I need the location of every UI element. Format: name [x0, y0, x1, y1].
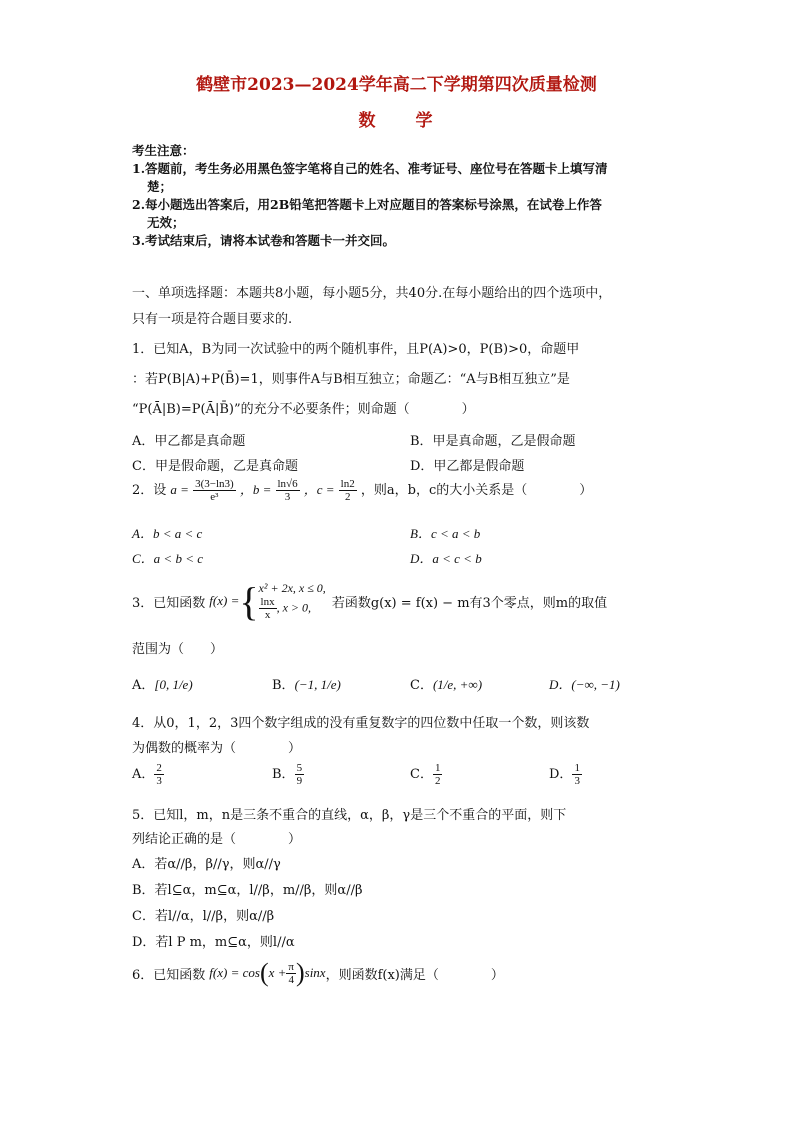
q5-option-b: B．若l⊆α，m⊆α，l//β，m//β，则α//β — [132, 883, 363, 898]
q4-option-a: A． $\frac{2}{3}$ — [132, 762, 162, 787]
notice-item-2: 2.每小题选出答案后，用2B铅笔把答题卡上对应题目的答案标号涂黑，在试卷上作答 — [132, 197, 602, 212]
q6-prefix: 6．已知函数 — [132, 967, 206, 983]
q4-a-fraction — [154, 762, 164, 787]
q3-option-b-label: B． — [272, 678, 295, 693]
q6-pi-den: 4 — [288, 973, 294, 986]
q3-function-lhs: f(x) = — [209, 593, 240, 608]
q2-option-b: B．c < a < b — [410, 526, 481, 541]
q2-a-lhs: a = — [170, 482, 189, 497]
q3-option-a — [132, 674, 193, 693]
q3-stem — [132, 572, 607, 630]
q5-option-d: D．若l P m，m⊆α，则l//α — [132, 935, 295, 950]
q3-option-a-label: A． — [132, 678, 155, 693]
q2-a-denominator: e³ — [210, 491, 219, 503]
notice-item-1-cont: 楚； — [147, 179, 173, 194]
q1-option-c: C．甲是假命题，乙是真命题 — [132, 459, 298, 474]
notice-item-1: 1.答题前，考生务必用黑色签字笔将自己的姓名、准考证号、座位号在答题卡上填写清 — [132, 161, 608, 176]
q6-expr-a: f(x) = cos — [209, 965, 260, 980]
q4-c-num: 1 — [434, 762, 441, 774]
q3-case-2-denominator: x — [264, 609, 271, 621]
q1-option-b: B．甲是真命题，乙是假命题 — [410, 434, 576, 449]
q6-stem — [132, 955, 504, 991]
q2-prefix: 2．设 — [132, 483, 167, 498]
q5-option-c: C．若l//α，l//β，则α//β — [132, 909, 275, 924]
notice-heading: 考生注意： — [132, 143, 195, 158]
q4-d-fraction — [572, 762, 582, 787]
q2-c-lhs: ，c = — [303, 482, 335, 497]
q1-option-a: A．甲乙都是真命题 — [132, 434, 246, 449]
q2-a-numerator: 3(3−ln3) — [195, 478, 234, 490]
q4-line-2: 为偶数的概率为（ ） — [132, 741, 302, 756]
q3-option-d: D．(−∞, −1) — [549, 677, 620, 692]
q3-case-2-condition: , x > 0, — [276, 600, 312, 615]
q2-c-denominator: 2 — [344, 491, 351, 503]
q3-option-a-value: [0, 1/e) — [154, 677, 193, 692]
q2-c-fraction — [339, 478, 357, 503]
exam-title: 鹤壁市2023—2024学年高二下学期第四次质量检测 — [196, 75, 597, 95]
q1-line-2: ：若P(B|A)+P(B̄)=1，则事件A与B相互独立；命题乙：“A与B相互独立”是 — [132, 372, 570, 387]
q3-line-2: 范围为（ ） — [132, 642, 224, 657]
q1-line-3: “P(Ā|B)=P(Ā|B̄)”的充分不必要条件；则命题（ ） — [132, 402, 475, 417]
q3-case-2-numerator: lnx — [260, 596, 275, 608]
q2-b-numerator: ln√6 — [277, 478, 298, 490]
q3-option-c-label: C． — [410, 678, 433, 693]
q6-expr-b: sinx — [304, 965, 326, 980]
section-heading: 一、单项选择题：本题共8小题，每小题5分，共40分.在每小题给出的四个选项中， — [132, 286, 612, 301]
q2-b-lhs: ，b = — [239, 482, 272, 497]
q2-c-numerator: ln2 — [340, 478, 355, 490]
q3-prefix: 3．已知函数 — [132, 595, 206, 611]
q4-option-c: C． $\frac{1}{2}$ — [410, 762, 441, 787]
q3-option-b — [272, 674, 341, 693]
q1-option-d: D．甲乙都是假命题 — [410, 459, 525, 474]
q4-b-fraction — [295, 762, 305, 787]
q6-pi-fraction — [286, 961, 296, 986]
q4-option-b: B． $\frac{5}{9}$ — [272, 762, 303, 787]
q4-b-num: 5 — [296, 762, 303, 774]
q6-pi-num: π — [288, 960, 294, 973]
q2-option-a: A．b < a < c — [132, 526, 203, 541]
q4-line-1: 4．从0，1，2，3四个数字组成的没有重复数字的四位数中任取一个数，则该数 — [132, 716, 590, 731]
q6-suffix: ，则函数f(x)满足（ ） — [325, 967, 504, 983]
q3-option-b-value: (−1, 1/e) — [294, 677, 341, 692]
q3-option-c — [410, 674, 482, 693]
q2-a-fraction — [193, 478, 236, 503]
q6-expr-inner: x + — [268, 965, 287, 980]
q3-option-c-value: (1/e, +∞) — [432, 677, 483, 692]
q6-close-paren: ) — [295, 958, 305, 987]
q2-option-c: C．a < b < c — [132, 551, 203, 566]
q3-piecewise-cases — [259, 581, 326, 621]
q2-option-d: D．a < c < b — [410, 551, 482, 566]
q4-d-den: 3 — [574, 775, 580, 787]
notice-item-3: 3.考试结束后，请将本试卷和答题卡一并交回。 — [132, 233, 396, 248]
q6-open-paren: ( — [259, 958, 269, 987]
q1-line-1: 1．已知A，B为同一次试验中的两个随机事件，且P(A)>0，P(B)>0，命题甲 — [132, 342, 580, 357]
q4-b-den: 9 — [296, 775, 303, 787]
q2-b-denominator: 3 — [284, 491, 291, 503]
q4-c-den: 2 — [434, 775, 441, 787]
q3-case-2-fraction — [259, 596, 277, 621]
q4-option-d: D． $\frac{1}{3}$ — [549, 762, 580, 787]
q4-a-den: 3 — [156, 775, 162, 787]
q2-b-fraction — [276, 478, 300, 503]
q3-suffix: 若函数g(x) = f(x) − m有3个零点，则m的取值 — [331, 595, 608, 611]
notice-item-2-cont: 无效； — [147, 215, 185, 230]
q2-stem — [132, 478, 592, 503]
q4-a-num: 2 — [156, 762, 162, 774]
exam-subject: 数 学 — [358, 111, 435, 131]
q4-c-fraction — [433, 762, 443, 787]
q4-d-num: 1 — [574, 762, 580, 774]
q2-suffix: ，则a，b，c的大小关系是（ ） — [360, 483, 593, 498]
q5-option-a: A．若α//β，β//γ，则α//γ — [132, 857, 281, 872]
q3-case-1: x² + 2x, x ≤ 0, — [258, 581, 326, 595]
section-heading-cont: 只有一项是符合题目要求的. — [132, 312, 293, 327]
piecewise-brace: { — [239, 578, 259, 624]
q5-line-1: 5．已知l，m，n是三条不重合的直线，α，β，γ是三个不重合的平面，则下 — [132, 808, 567, 823]
q5-line-2: 列结论正确的是（ ） — [132, 832, 302, 847]
